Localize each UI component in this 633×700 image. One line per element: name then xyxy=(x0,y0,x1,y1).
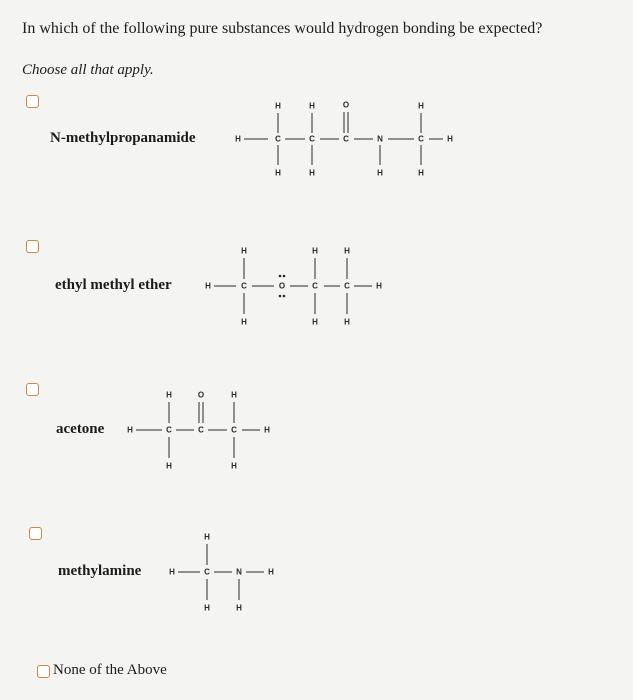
atom-h: H xyxy=(275,101,281,111)
option-label-acetone: acetone xyxy=(56,421,105,437)
atom-h: H xyxy=(264,425,270,435)
atom-h: H xyxy=(312,246,318,256)
atom-o: O xyxy=(342,100,350,110)
atom-c: C xyxy=(418,134,424,144)
option-label-ethyl-methyl-ether: ethyl methyl ether xyxy=(55,277,172,293)
atom-c: C xyxy=(275,134,281,144)
atom-h: H xyxy=(241,246,247,256)
checkbox-n-methylpropanamide[interactable] xyxy=(26,95,39,108)
atom-h: H xyxy=(231,390,237,400)
atom-h: H xyxy=(418,168,424,178)
structure-acetone xyxy=(122,386,282,476)
atom-c: C xyxy=(198,425,204,435)
atom-h: H xyxy=(241,317,247,327)
atom-h: H xyxy=(268,567,274,577)
atom-h: H xyxy=(127,425,133,435)
atom-h: H xyxy=(204,532,210,542)
atom-h: H xyxy=(377,168,383,178)
atom-h: H xyxy=(376,281,382,291)
atom-h: H xyxy=(312,317,318,327)
atom-h: H xyxy=(166,461,172,471)
structure-ethyl-methyl-ether xyxy=(200,242,400,332)
atom-c: C xyxy=(312,281,318,291)
atom-h: H xyxy=(166,390,172,400)
atom-h: H xyxy=(204,603,210,613)
atom-h: H xyxy=(205,281,211,291)
checkbox-none-of-the-above[interactable] xyxy=(37,665,50,678)
atom-h: H xyxy=(344,317,350,327)
atom-c: C xyxy=(166,425,172,435)
atom-c: C xyxy=(344,281,350,291)
atom-h: H xyxy=(309,168,315,178)
option-label-n-methylpropanamide: N-methylpropanamide xyxy=(50,130,196,146)
atom-h: H xyxy=(418,101,424,111)
atom-c: C xyxy=(343,134,349,144)
atom-o: O xyxy=(278,281,286,291)
atom-n: N xyxy=(236,567,242,577)
atom-h: H xyxy=(235,134,241,144)
instruction-text: Choose all that apply. xyxy=(22,62,154,78)
checkbox-methylamine[interactable] xyxy=(29,527,42,540)
atom-c: C xyxy=(241,281,247,291)
atom-c: C xyxy=(309,134,315,144)
structure-methylamine xyxy=(164,528,294,618)
option-label-methylamine: methylamine xyxy=(58,563,142,579)
atom-h: H xyxy=(231,461,237,471)
option-label-none-of-the-above: None of the Above xyxy=(53,662,167,678)
checkbox-ethyl-methyl-ether[interactable] xyxy=(26,240,39,253)
atom-h: H xyxy=(309,101,315,111)
atom-n: N xyxy=(377,134,383,144)
atom-h: H xyxy=(275,168,281,178)
atom-c: C xyxy=(204,567,210,577)
atom-h: H xyxy=(236,603,242,613)
atom-h: H xyxy=(447,134,453,144)
checkbox-acetone[interactable] xyxy=(26,383,39,396)
question-text: In which of the following pure substances would hydrogen bonding be expected? xyxy=(22,20,543,37)
atom-c: C xyxy=(231,425,237,435)
structure-n-methylpropanamide xyxy=(228,95,468,185)
atom-h: H xyxy=(344,246,350,256)
atom-h: H xyxy=(169,567,175,577)
atom-o: O xyxy=(197,390,205,400)
